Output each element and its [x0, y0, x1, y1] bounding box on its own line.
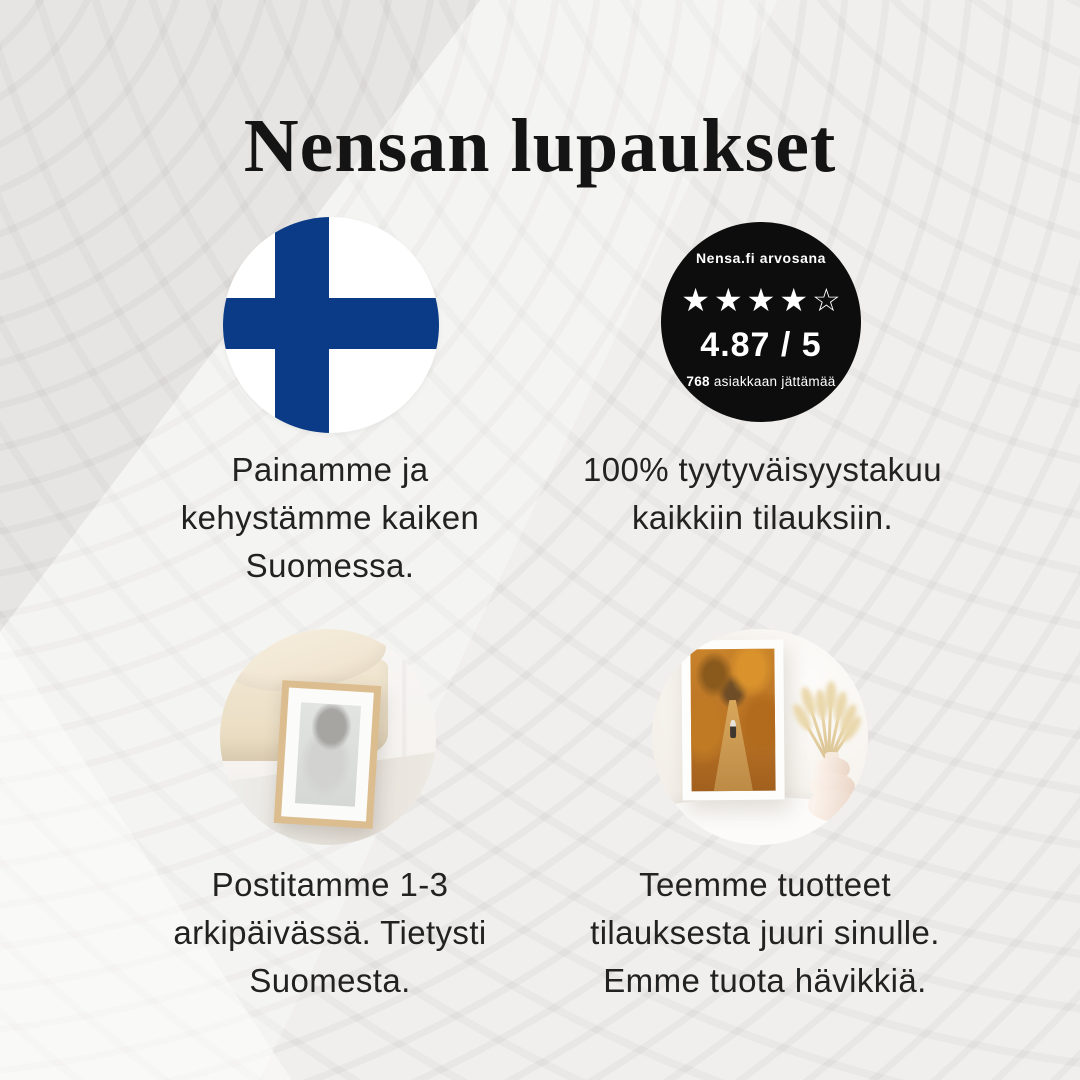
text-line: Suomesta.	[249, 962, 411, 999]
text-line: kaikkiin tilauksiin.	[631, 499, 894, 536]
promise-text-satisfaction-guarantee	[520, 446, 1005, 542]
rating-badge-title: Nensa.fi arvosana	[695, 250, 827, 266]
promise-text-fast-shipping	[90, 861, 570, 1005]
text-line: tilauksesta juuri sinulle.	[590, 914, 940, 951]
portrait-photo	[295, 702, 361, 807]
vase-bulge	[808, 790, 858, 821]
page-title: Nensan lupaukset	[243, 103, 837, 188]
vase-shape	[808, 754, 858, 821]
path-shape	[713, 700, 754, 791]
autumn-photo	[691, 648, 776, 791]
portrait-mat	[281, 688, 374, 822]
portrait-frame	[274, 680, 382, 828]
person-figure	[730, 720, 736, 738]
rating-badge	[661, 222, 861, 422]
photo-autumn-frame-vase	[652, 629, 868, 845]
text-line: Teemme tuotteet	[639, 866, 891, 903]
text-line: Painamme ja	[231, 451, 429, 488]
text-line: kehystämme kaiken	[180, 499, 480, 536]
promise-text-made-to-order	[515, 861, 1015, 1005]
photo-portrait-frame-sofa	[220, 629, 436, 845]
rating-reviews-count: 768	[686, 374, 710, 389]
text-line: Suomessa.	[245, 547, 415, 584]
flag-cross-horizontal	[223, 298, 439, 349]
text-line: Postitamme 1-3	[211, 866, 449, 903]
rating-score: 4.87 / 5	[700, 326, 822, 364]
rating-stars-icon: ★★★★☆	[681, 282, 845, 318]
text-line: Emme tuota hävikkiä.	[603, 962, 927, 999]
finland-flag-icon	[223, 217, 439, 433]
text-line: 100% tyytyväisyystakuu	[582, 451, 943, 488]
promise-text-printed-in-finland	[90, 446, 570, 590]
rating-reviews-label: asiakkaan jättämää	[713, 374, 836, 389]
text-line: arkipäivässä. Tietysti	[173, 914, 487, 951]
autumn-frame	[682, 639, 785, 800]
rating-reviews	[686, 374, 835, 389]
